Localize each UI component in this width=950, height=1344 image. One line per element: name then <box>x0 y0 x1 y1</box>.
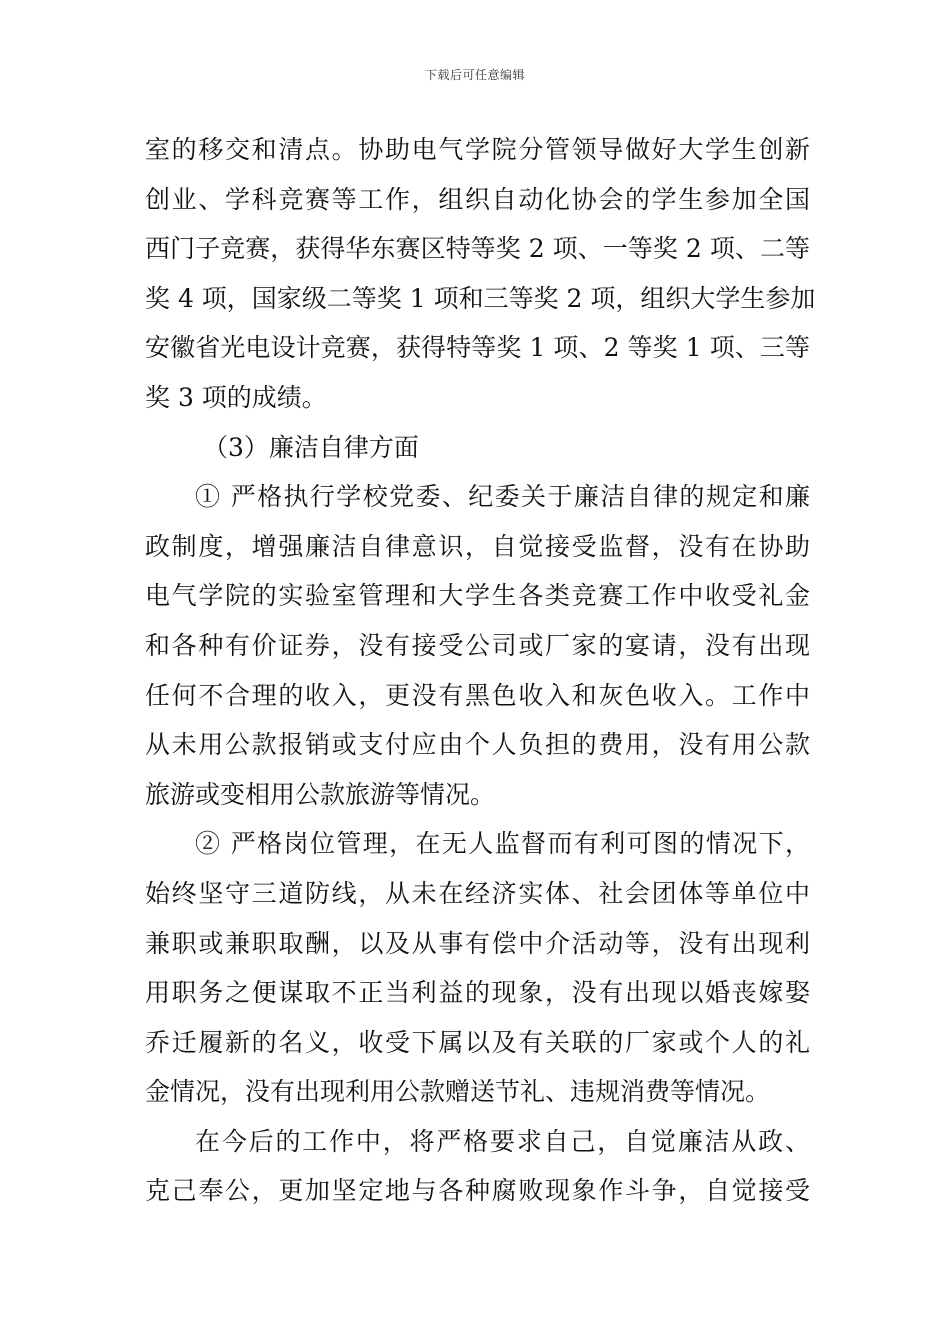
paragraph-1-line-1: 室的移交和清点。协助电气学院分管领导做好大学生创新 <box>145 135 810 164</box>
paragraph-5-line-2: 克己奉公，更加坚定地与各种腐败现象作斗争，自觉接受 <box>145 1176 810 1206</box>
paragraph-5-line-1: 在今后的工作中，将严格要求自己，自觉廉洁从政、 <box>195 1126 810 1156</box>
paragraph-4-line-4: 用职务之便谋取不正当利益的现象，没有出现以婚丧嫁娶 <box>145 978 810 1008</box>
paragraph-4-line-6: 金情况，没有出现利用公款赠送节礼、违规消费等情况。 <box>145 1077 771 1107</box>
page-header: 下载后可任意编辑 <box>424 68 525 82</box>
paragraph-1-line-3: 西门子竞赛，获得华东赛区特等奖 2 项、一等奖 2 项、二等 <box>145 234 810 264</box>
paragraph-3-line-4: 和各种有价证券，没有接受公司或厂家的宴请，没有出现 <box>145 630 810 660</box>
paragraph-4-line-1: ② 严格岗位管理，在无人监督而有利可图的情况下， <box>195 829 810 859</box>
paragraph-3-line-5: 任何不合理的收入，更没有黑色收入和灰色收入。工作中 <box>145 680 810 710</box>
paragraph-3-line-1: ① 严格执行学校党委、纪委关于廉洁自律的规定和廉 <box>195 482 810 512</box>
paragraph-4-line-5: 乔迁履新的名义，收受下属以及有关联的厂家或个人的礼 <box>145 1027 810 1057</box>
paragraph-1-line-5: 安徽省光电设计竞赛，获得特等奖 1 项、2 等奖 1 项、三等 <box>145 333 810 363</box>
paragraph-3-line-6: 从未用公款报销或支付应由个人负担的费用，没有用公款 <box>145 730 810 760</box>
paragraph-1-line-2: 创业、学科竞赛等工作，组织自动化协会的学生参加全国 <box>145 184 810 214</box>
paragraph-1-line-4: 奖 4 项，国家级二等奖 1 项和三等奖 2 项，组织大学生参加 <box>145 283 816 313</box>
paragraph-4-line-2: 始终坚守三道防线，从未在经济实体、社会团体等单位中 <box>145 878 810 908</box>
paragraph-4-line-3: 兼职或兼职取酬，以及从事有偿中介活动等，没有出现利 <box>145 928 810 958</box>
document-body <box>145 125 816 1216</box>
paragraph-3-line-2: 政制度，增强廉洁自律意识，自觉接受监督，没有在协助 <box>145 531 810 561</box>
paragraph-3-line-7: 旅游或变相用公款旅游等情况。 <box>145 779 496 809</box>
paragraph-1-line-6: 奖 3 项的成绩。 <box>145 382 327 412</box>
paragraph-3-line-3: 电气学院的实验室管理和大学生各类竞赛工作中收受礼金 <box>145 581 810 611</box>
section-heading: （3）廉洁自律方面 <box>203 432 419 462</box>
